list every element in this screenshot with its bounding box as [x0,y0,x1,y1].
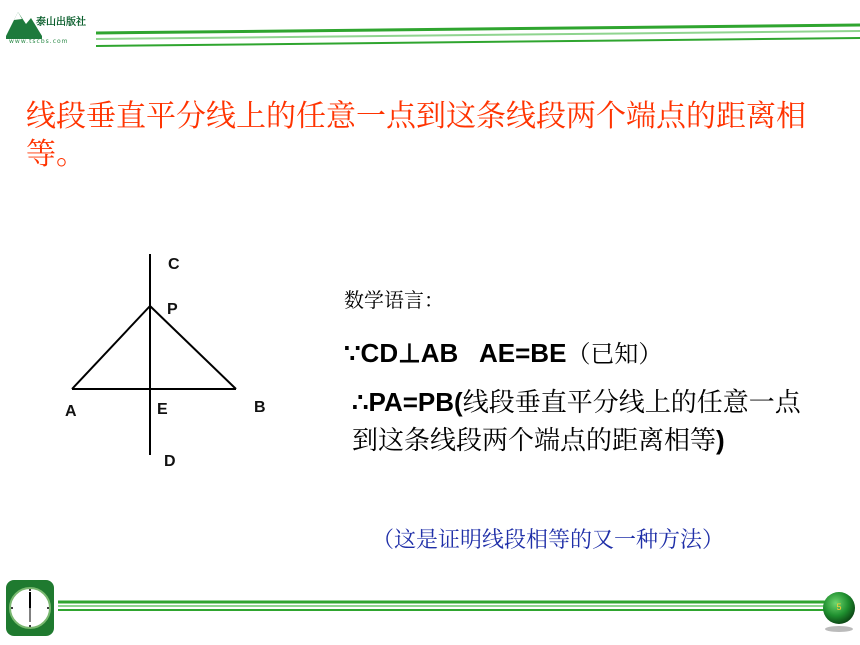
logo-url: www.tscbs.com [9,38,69,45]
perpendicular-bisector-diagram [0,240,320,480]
clock-icon [4,578,56,638]
point-label-a: A [65,403,77,420]
method-note: （这是证明线段相等的又一种方法） [372,528,725,553]
theorem-statement: 线段垂直平分线上的任意一点到这条线段两个端点的距离相等。 [26,99,806,172]
reason-text: 线段垂直平分线上的任意一点到这条线段两个端点的距离相等 [352,388,801,456]
point-label-c: C [168,256,180,273]
point-label-e: E [157,401,168,418]
geometry-figure [0,240,320,480]
proof-heading: 数学语言： [344,288,444,312]
header-divider [96,20,860,52]
point-label-p: P [167,301,178,318]
proof-conclusion [352,384,812,460]
point-label-d: D [164,453,176,470]
result-text: PA=PB( [368,387,463,417]
given-note: （已知） [566,340,663,368]
page-number: 5 [836,602,842,612]
page-number-badge [820,590,858,634]
point-label-b: B [254,399,266,416]
because-symbol: ∵ [344,338,361,368]
segment-pb [150,306,236,389]
given-text: CD⊥AB AE=BE [360,338,567,368]
footer-divider [58,598,828,612]
therefore-symbol: ∴ [352,387,369,417]
segment-pa [72,306,150,389]
close-paren: ) [716,425,725,455]
logo-text: 泰山出版社 [36,17,86,28]
proof-given-line [344,334,662,369]
